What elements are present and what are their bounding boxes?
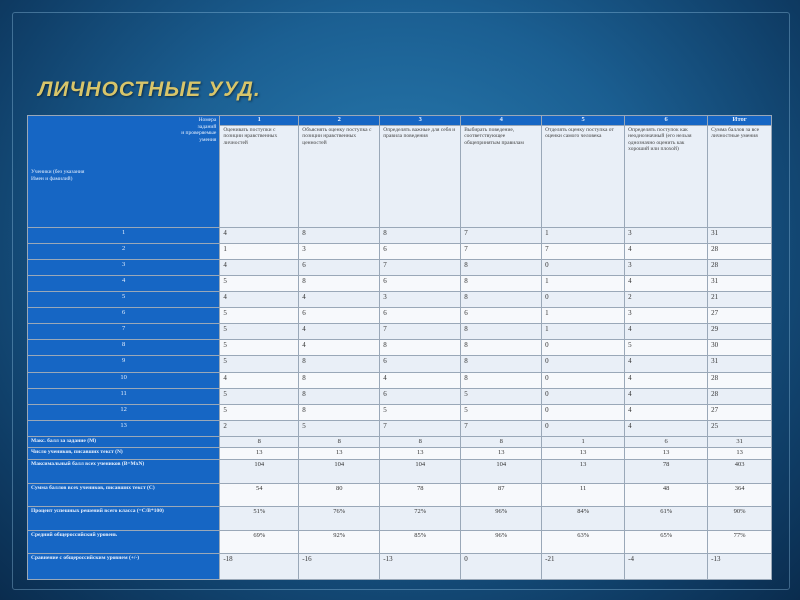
score-cell: 8	[461, 276, 542, 292]
corner-header-cell	[28, 116, 220, 228]
corner-top-line-3: и проверяемые	[181, 130, 217, 136]
student-row	[28, 292, 772, 308]
summary-value: 13	[380, 448, 461, 460]
score-cell: 6	[380, 356, 461, 372]
score-cell: 5	[299, 420, 380, 436]
score-cell: 1	[542, 228, 625, 244]
score-cell: 3	[625, 228, 708, 244]
summary-value: 90%	[708, 507, 772, 531]
score-cell: 3	[380, 292, 461, 308]
score-cell: 1	[542, 276, 625, 292]
student-row	[28, 420, 772, 436]
summary-value: 8	[461, 436, 542, 448]
summary-label: Сумма баллов всех учеников, писавших текст (С)	[28, 483, 220, 507]
summary-value: 104	[461, 460, 542, 484]
col-header-num-1: 1	[220, 116, 299, 126]
score-cell: 28	[708, 372, 772, 388]
corner-bottom-line-1: Ученики (без указания	[31, 169, 85, 175]
corner-top-line-2: заданий	[197, 123, 217, 130]
col-header-num-4: 4	[461, 116, 542, 126]
score-cell: 4	[299, 292, 380, 308]
summary-value: 48	[625, 483, 708, 507]
score-cell: 1	[542, 324, 625, 340]
summary-value: -16	[299, 554, 380, 580]
summary-row	[28, 460, 772, 484]
summary-value: 77%	[708, 530, 772, 554]
student-number: 9	[28, 356, 220, 372]
summary-value: 54	[220, 483, 299, 507]
score-cell: 31	[708, 276, 772, 292]
col-header-num-2: 2	[299, 116, 380, 126]
score-cell: 4	[220, 292, 299, 308]
col-header-num-6: 6	[625, 116, 708, 126]
score-cell: 4	[625, 388, 708, 404]
summary-row	[28, 507, 772, 531]
summary-value: 13	[708, 448, 772, 460]
summary-value: 13	[625, 448, 708, 460]
score-cell: 2	[220, 420, 299, 436]
student-row	[28, 260, 772, 276]
score-cell: 4	[299, 324, 380, 340]
student-row	[28, 228, 772, 244]
summary-row	[28, 436, 772, 448]
score-cell: 5	[220, 276, 299, 292]
score-cell: 1	[220, 244, 299, 260]
score-cell: 8	[461, 356, 542, 372]
col-header-desc-total: Сумма баллов за все личностные умения	[708, 125, 772, 228]
score-cell: 8	[299, 372, 380, 388]
summary-row	[28, 483, 772, 507]
summary-value: 92%	[299, 530, 380, 554]
summary-value: -13	[708, 554, 772, 580]
score-cell: 3	[625, 308, 708, 324]
score-cell: 0	[542, 404, 625, 420]
summary-label: Максимальный балл всех учеников (B=MxN)	[28, 460, 220, 484]
corner-bottom-line-2: Имен и фамилий)	[31, 175, 73, 182]
score-cell: 8	[461, 324, 542, 340]
summary-value: 80	[299, 483, 380, 507]
col-header-desc-6: Определять поступок как неоднозначный (его нельзя однозначно оценить как хороший или плохой)	[625, 125, 708, 228]
score-cell: 7	[380, 260, 461, 276]
summary-value: 78	[380, 483, 461, 507]
score-cell: 3	[299, 244, 380, 260]
score-cell: 6	[461, 308, 542, 324]
score-cell: 8	[299, 276, 380, 292]
student-row	[28, 372, 772, 388]
student-number: 12	[28, 404, 220, 420]
score-cell: 6	[299, 308, 380, 324]
score-cell: 5	[220, 404, 299, 420]
score-cell: 6	[299, 260, 380, 276]
score-cell: 25	[708, 420, 772, 436]
score-cell: 4	[625, 356, 708, 372]
score-cell: 4	[220, 260, 299, 276]
summary-label: Число учеников, писавших текст (N)	[28, 448, 220, 460]
score-cell: 4	[625, 372, 708, 388]
summary-value: 72%	[380, 507, 461, 531]
score-cell: 5	[220, 308, 299, 324]
summary-value: 78	[625, 460, 708, 484]
score-cell: 27	[708, 404, 772, 420]
student-number: 13	[28, 420, 220, 436]
summary-value: 8	[220, 436, 299, 448]
summary-value: 13	[220, 448, 299, 460]
summary-value: 8	[380, 436, 461, 448]
col-header-desc-3: Определять важные для себя и правила поведения	[380, 125, 461, 228]
score-cell: 8	[380, 340, 461, 356]
score-cell: 30	[708, 340, 772, 356]
slide-title: ЛИЧНОСТНЫЕ УУД.	[38, 78, 261, 101]
student-number: 8	[28, 340, 220, 356]
score-cell: 4	[220, 228, 299, 244]
summary-row	[28, 530, 772, 554]
col-header-num-3: 3	[380, 116, 461, 126]
score-cell: 5	[220, 356, 299, 372]
student-row	[28, 340, 772, 356]
score-cell: 6	[380, 244, 461, 260]
student-number: 11	[28, 388, 220, 404]
score-cell: 1	[542, 308, 625, 324]
summary-label: Сравнение с общероссийским уровнем (+/-)	[28, 554, 220, 580]
student-number: 5	[28, 292, 220, 308]
summary-label: Средний общероссийский уровень	[28, 530, 220, 554]
summary-value: -13	[380, 554, 461, 580]
student-number: 10	[28, 372, 220, 388]
score-cell: 8	[461, 292, 542, 308]
score-cell: 0	[542, 372, 625, 388]
summary-value: 13	[299, 448, 380, 460]
summary-value: 11	[542, 483, 625, 507]
score-cell: 29	[708, 324, 772, 340]
score-cell: 5	[625, 340, 708, 356]
score-cell: 8	[461, 372, 542, 388]
summary-value: 87	[461, 483, 542, 507]
score-cell: 5	[380, 404, 461, 420]
score-cell: 4	[625, 420, 708, 436]
score-cell: 0	[542, 356, 625, 372]
summary-value: 63%	[542, 530, 625, 554]
summary-value: 1	[542, 436, 625, 448]
student-number: 6	[28, 308, 220, 324]
student-row	[28, 244, 772, 260]
col-header-desc-4: Выбирать поведение, соответствующее общепринятым правилам	[461, 125, 542, 228]
score-cell: 21	[708, 292, 772, 308]
summary-row	[28, 554, 772, 580]
summary-value: 61%	[625, 507, 708, 531]
summary-value: 65%	[625, 530, 708, 554]
score-cell: 8	[299, 356, 380, 372]
score-cell: 4	[220, 372, 299, 388]
score-cell: 0	[542, 292, 625, 308]
student-number: 4	[28, 276, 220, 292]
col-header-desc-1: Оценивать поступки с позиции нравственных личностей	[220, 125, 299, 228]
summary-value: 104	[299, 460, 380, 484]
score-cell: 5	[220, 388, 299, 404]
student-number: 7	[28, 324, 220, 340]
score-cell: 6	[380, 308, 461, 324]
score-cell: 5	[461, 388, 542, 404]
score-cell: 8	[299, 228, 380, 244]
student-row	[28, 308, 772, 324]
student-number: 2	[28, 244, 220, 260]
student-row	[28, 388, 772, 404]
score-cell: 7	[461, 420, 542, 436]
summary-value: 104	[220, 460, 299, 484]
score-cell: 0	[542, 420, 625, 436]
score-cell: 7	[380, 324, 461, 340]
score-cell: 7	[461, 228, 542, 244]
col-header-num-total: Итог	[708, 116, 772, 126]
student-number: 3	[28, 260, 220, 276]
score-cell: 4	[625, 244, 708, 260]
col-header-num-5: 5	[542, 116, 625, 126]
summary-value: 85%	[380, 530, 461, 554]
student-row	[28, 356, 772, 372]
corner-top-line-1: Номера	[198, 117, 217, 123]
results-table-wrap	[27, 115, 772, 580]
score-cell: 28	[708, 260, 772, 276]
summary-value: 84%	[542, 507, 625, 531]
corner-top-line-4: умения	[199, 136, 217, 143]
score-cell: 5	[220, 340, 299, 356]
score-cell: 6	[380, 388, 461, 404]
score-cell: 5	[461, 404, 542, 420]
student-row	[28, 324, 772, 340]
summary-value: 6	[625, 436, 708, 448]
score-cell: 0	[542, 260, 625, 276]
summary-value: 96%	[461, 507, 542, 531]
score-cell: 31	[708, 228, 772, 244]
score-cell: 0	[542, 340, 625, 356]
score-cell: 3	[625, 260, 708, 276]
score-cell: 8	[380, 228, 461, 244]
summary-value: 13	[461, 448, 542, 460]
score-cell: 28	[708, 388, 772, 404]
summary-label: Макс. балл за задание (M)	[28, 436, 220, 448]
score-cell: 8	[461, 260, 542, 276]
summary-value: 76%	[299, 507, 380, 531]
summary-value: 13	[542, 448, 625, 460]
score-cell: 8	[461, 340, 542, 356]
score-cell: 31	[708, 356, 772, 372]
summary-value: 364	[708, 483, 772, 507]
score-cell: 8	[299, 404, 380, 420]
score-cell: 2	[625, 292, 708, 308]
score-cell: 5	[220, 324, 299, 340]
summary-value: 51%	[220, 507, 299, 531]
summary-value: 403	[708, 460, 772, 484]
score-cell: 27	[708, 308, 772, 324]
summary-label: Процент успешных решений всего класса (=С/В*100)	[28, 507, 220, 531]
summary-value: 0	[461, 554, 542, 580]
score-cell: 8	[299, 388, 380, 404]
summary-value: -4	[625, 554, 708, 580]
score-cell: 4	[625, 324, 708, 340]
summary-value: 104	[380, 460, 461, 484]
student-row	[28, 404, 772, 420]
summary-row	[28, 448, 772, 460]
score-cell: 7	[461, 244, 542, 260]
score-cell: 28	[708, 244, 772, 260]
score-cell: 4	[299, 340, 380, 356]
col-header-desc-5: Отделять оценку поступка от оценки самого человека	[542, 125, 625, 228]
score-cell: 4	[625, 404, 708, 420]
summary-value: 8	[299, 436, 380, 448]
col-header-desc-2: Объяснять оценку поступка с позиции нравственных ценностей	[299, 125, 380, 228]
summary-value: 96%	[461, 530, 542, 554]
score-cell: 4	[380, 372, 461, 388]
score-cell: 7	[542, 244, 625, 260]
score-cell: 7	[380, 420, 461, 436]
score-cell: 0	[542, 388, 625, 404]
results-table	[27, 115, 772, 580]
summary-value: 31	[708, 436, 772, 448]
summary-value: -18	[220, 554, 299, 580]
score-cell: 4	[625, 276, 708, 292]
summary-value: 69%	[220, 530, 299, 554]
summary-value: -21	[542, 554, 625, 580]
score-cell: 6	[380, 276, 461, 292]
student-number: 1	[28, 228, 220, 244]
student-row	[28, 276, 772, 292]
summary-value: 13	[542, 460, 625, 484]
